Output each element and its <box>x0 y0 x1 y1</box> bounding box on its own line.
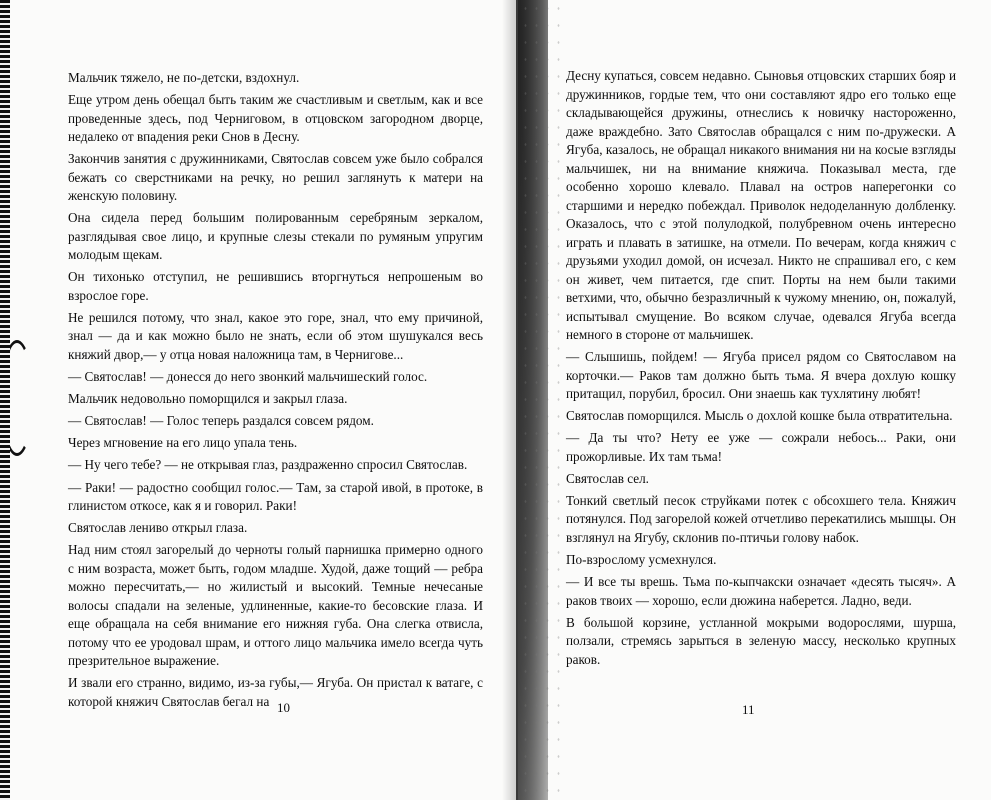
paragraph: Над ним стоял загорелый до черноты голый парнишка примерно одного с ним возраста, может быть, годом младше. Худой, даже тощий — ребра можно пересчитать,— но жилистый и высокий. Темные нечесаные волосы спадали на зеленые, удлиненные, какие-то бесовские глаза. И еще обращала на себя внимание его нижняя губа. Она слегка отвисла, потому что ее уродовал шрам, и оттого лицо мальчика имело всегда чуть презрительное выражение. <box>68 542 483 669</box>
left-page-gutter-shade <box>502 0 516 800</box>
paragraph: Святослав сел. <box>566 470 649 486</box>
left-page-text <box>68 69 483 715</box>
right-page <box>518 0 991 800</box>
paragraph: — Ну чего тебе? — не открывая глаз, раздраженно спросил Святослав. <box>68 457 468 473</box>
paragraph: — И все ты врешь. Тьма по-кыпчакски означает «десять тысяч». А раков твоих — хорошо, если дюжина наберется. Ладно, веди. <box>566 574 956 608</box>
paragraph: — Слышишь, пойдем! — Ягуба присел рядом со Святославом на корточки.— Раков там должно быть тьма. Я вчера дохлую кошку притащил, порубил, бросил. Они знаешь как тухлятину любят! <box>566 349 956 402</box>
paragraph: Тонкий светлый песок струйками потек с обсохшего тела. Княжич потянулся. Под загорелой кожей отчетливо перекатились мышцы. Он взглянул на Ягубу, склонив по-птичьи голову набок. <box>566 492 956 545</box>
paragraph: И звали его странно, видимо, из-за губы,— Ягуба. Он пристал к ватаге, с которой княжич Святослав бегал на <box>68 675 483 709</box>
paragraph: Святослав лениво открыл глаза. <box>68 520 248 536</box>
binding-arc <box>10 340 34 456</box>
paragraph: — Святослав! — донесся до него звонкий мальчишеский голос. <box>68 369 428 385</box>
paragraph: — Святослав! — Голос теперь раздался совсем рядом. <box>68 413 374 429</box>
page-number: 11 <box>742 702 755 717</box>
paragraph: Мальчик тяжело, не по-детски, вздохнул. <box>68 70 300 85</box>
paragraph: Она сидела перед большим полированным серебряным зеркалом, разглядывая свое лицо, и крупные слезы стекали по румяным упругим молодым щекам. <box>68 210 483 263</box>
book-binding-edge <box>0 0 10 800</box>
paragraph: Святослав поморщился. Мысль о дохлой кошке была отвратительна. <box>566 408 953 424</box>
scan-noise <box>520 0 560 800</box>
paragraph: — Да ты что? Нету ее уже — сожрали небось... Раки, они прожорливые. Их там тьма! <box>566 430 956 464</box>
paragraph: Не решился потому, что знал, какое это горе, знал, что ему причиной, знал — да и как можно было не знать, если об этом шушукался весь княжий двор,— у отца новая наложница там, в Чернигове... <box>68 309 483 362</box>
paragraph: В большой корзине, устланной мокрыми водорослями, шурша, ползали, стремясь зарыться в зеленую массу, несколько крупных раков. <box>566 614 956 667</box>
paragraph: Закончив занятия с дружинниками, Святослав совсем уже было собрался бежать со сверстниками на речку, но решил заглянуть к матери на женскую половину. <box>68 151 483 204</box>
paragraph: Мальчик недовольно поморщился и закрыл глаза. <box>68 391 348 407</box>
paragraph: Через мгновение на его лицо упала тень. <box>68 435 298 451</box>
paragraph: Еще утром день обещал быть таким же счастливым и светлым, как и все проведенные здесь, под Черниговом, в отцовском загородном дворце, недалеко от впадения реки Снов в Десну. <box>68 92 483 145</box>
paragraph: По-взрослому усмехнулся. <box>566 552 717 568</box>
left-page <box>10 0 516 800</box>
page-number: 10 <box>277 700 290 715</box>
right-page-text <box>566 67 956 673</box>
paragraph: Он тихонько отступил, не решившись вторгнуться непрошеным во взрослое горе. <box>68 269 483 303</box>
paragraph: Десну купаться, совсем недавно. Сыновья отцовских старших бояр и дружинников, гордые тем, что они составляют ядро его только еще складывающейся дружины, отнеслись к новичку настороженно, даже враждебно. Зато Святослав обращался с ним по-дружески. А Ягуба, казалось, не обращал никакого внимания ни на косые взгляды мальчишек, ни на внимание княжича. Показывал места, где особенно хорошо клевало. Плавал на остров наперегонки со старшими и нередко побеждал. Приволок недоделанную долбленку. Оказалось, что с этой полулодкой, полубревном очень интересно играть и плавать в затишке, на отмели. По вечерам, когда княжич с друзьями уходил домой, он исчезал. Никто не спрашивал его, с кем он живет, чем питается, где спит. Порты на нем были такими ветхими, что, обычно безразличный к чужому мнению, он, пожалуй, испытывал смущение. Во всяком случае, одевался Ягуба всегда немного в стороне от мальчишек. <box>566 68 956 342</box>
paragraph: — Раки! — радостно сообщил голос.— Там, за старой ивой, в протоке, в глинистом откосе, как я и говорил. Раки! <box>68 479 483 514</box>
